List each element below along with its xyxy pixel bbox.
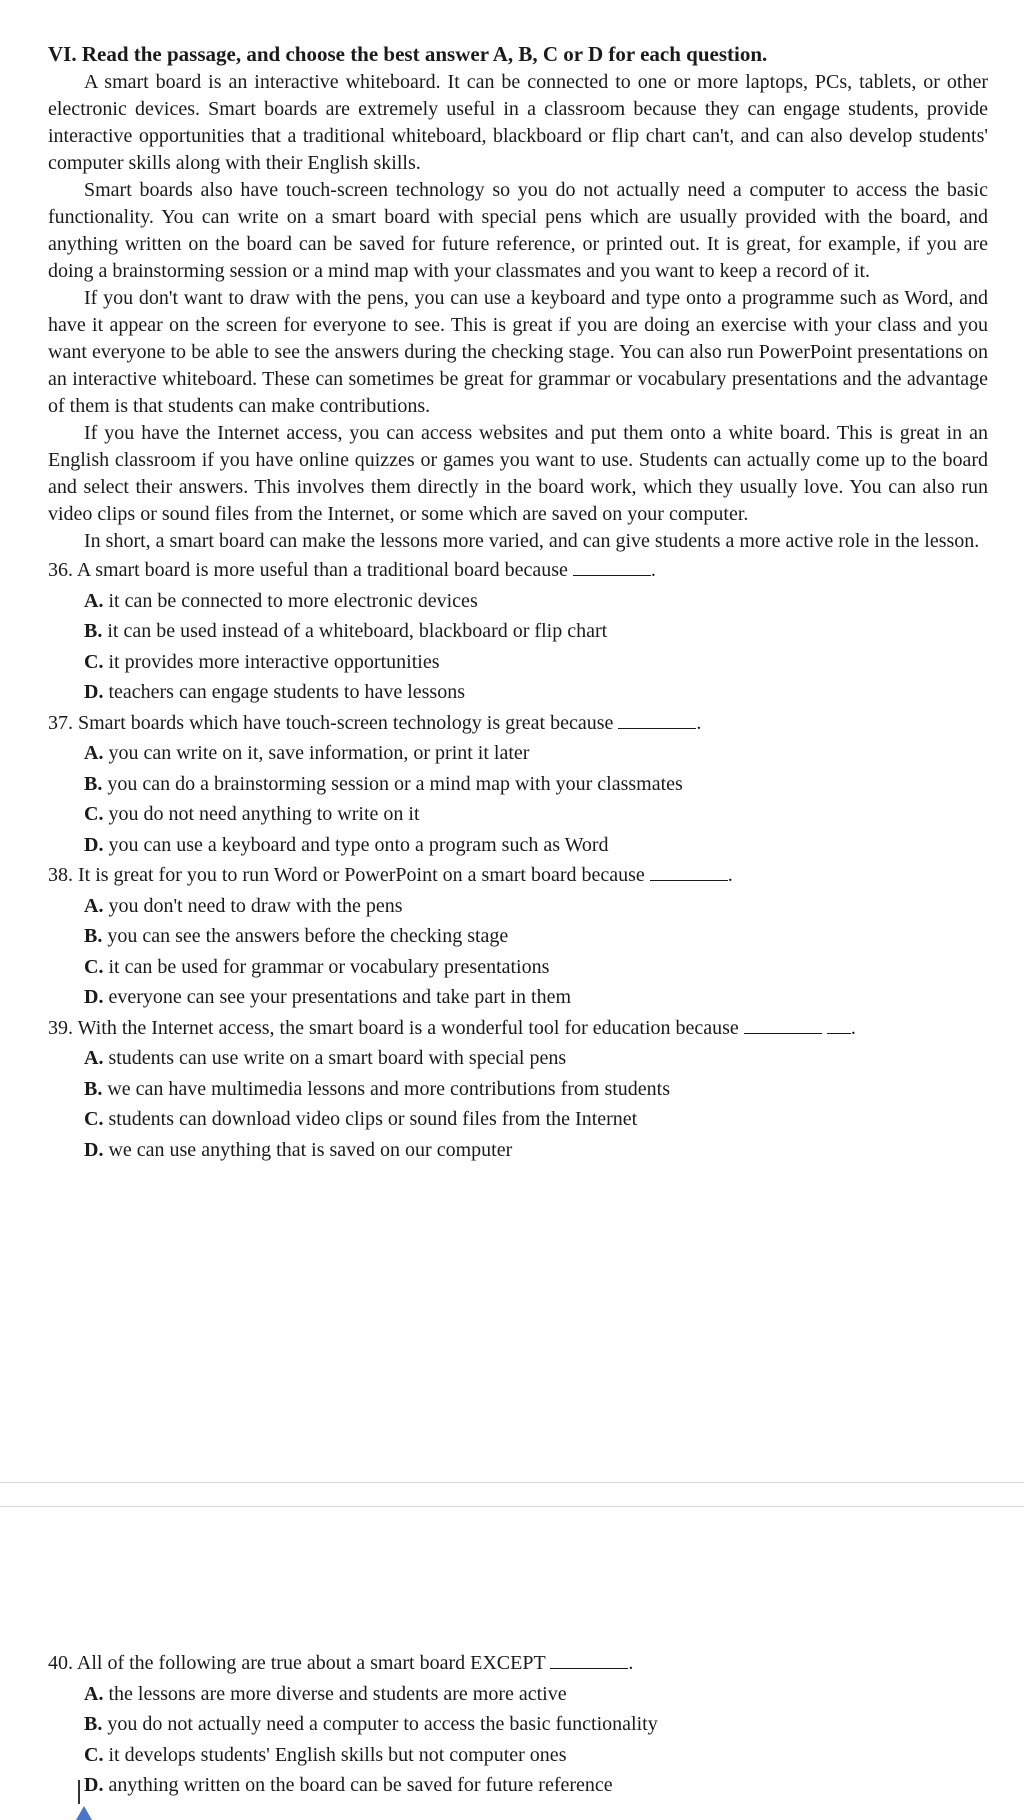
question-stem: 38. It is great for you to run Word or PowerPoint on a smart board because <box>48 864 645 886</box>
option-letter: B. <box>84 620 103 642</box>
answer-blank <box>827 1015 851 1034</box>
question-39: 39. With the Internet access, the smart board is a wonderful tool for education because . <box>48 1016 856 1039</box>
selection-handle-icon[interactable] <box>76 1806 92 1820</box>
passage-paragraph: In short, a smart board can make the lessons more varied, and can give students a more active role in the lesson. <box>84 530 980 552</box>
document-page-2 <box>48 1648 988 1801</box>
option-letter: C. <box>84 955 104 978</box>
page-break-bottom <box>0 1506 1024 1507</box>
option-letter: C. <box>84 1743 104 1766</box>
option-letter: B. <box>84 1077 103 1100</box>
question-37: 37. Smart boards which have touch-screen technology is great because . <box>48 711 702 734</box>
page-break-top <box>0 1482 1024 1483</box>
option-a <box>84 586 988 617</box>
option-d <box>84 677 988 708</box>
question-stem: 39. With the Internet access, the smart board is a wonderful tool for education because <box>48 1016 739 1039</box>
option-a <box>84 891 988 922</box>
passage-paragraph: If you don't want to draw with the pens, you can use a keyboard and type onto a programme such as Word, and have it appear on the screen for everyone to see. This is great if you are doing an exercise with your class and you want everyone to be able to see the answers during the checking stage. You can also run PowerPoint presentations on an interactive whiteboard. These can sometimes be great for grammar or vocabulary presentations and the advantage of them is that students can make contributions. <box>48 287 988 417</box>
option-text: teachers can engage students to have lessons <box>108 681 465 703</box>
question-36: 36. A smart board is more useful than a traditional board because . <box>48 559 656 581</box>
option-letter: A. <box>84 894 104 917</box>
question-38: 38. It is great for you to run Word or PowerPoint on a smart board because . <box>48 864 733 886</box>
option-a <box>84 1679 988 1710</box>
answer-blank <box>550 1650 628 1669</box>
passage-paragraph: If you have the Internet access, you can access websites and put them onto a white board. This is great in an English classroom if you have online quizzes or games you want to use. Students can actually come up to the board and select their answers. This involves them directly in the board work, which they usually love. You can also run video clips or sound files from the Internet, or some which are saved on your computer. <box>48 422 988 525</box>
option-letter: D. <box>84 1774 104 1796</box>
option-letter: A. <box>84 589 104 612</box>
option-b <box>84 616 988 647</box>
option-text: it develops students' English skills but not computer ones <box>108 1743 567 1766</box>
option-text: students can use write on a smart board with special pens <box>108 1047 567 1069</box>
option-text: you do not actually need a computer to access the basic functionality <box>107 1713 658 1735</box>
option-letter: B. <box>84 925 103 947</box>
option-letter: A. <box>84 1682 104 1705</box>
answer-blank <box>618 710 696 729</box>
option-a <box>84 1043 988 1074</box>
option-letter: B. <box>84 772 103 795</box>
option-letter: D. <box>84 986 104 1008</box>
question-stem: 37. Smart boards which have touch-screen technology is great because <box>48 711 614 734</box>
option-c <box>84 952 988 983</box>
question-stem: 40. All of the following are true about a smart board EXCEPT <box>48 1652 546 1674</box>
option-d <box>84 982 988 1013</box>
option-text: students can download video clips or sound files from the Internet <box>108 1108 638 1130</box>
option-b <box>84 769 988 800</box>
option-text: it can be used instead of a whiteboard, blackboard or flip chart <box>107 620 608 642</box>
option-d <box>84 1770 988 1801</box>
answer-blank <box>573 557 651 576</box>
option-letter: D. <box>84 681 104 703</box>
option-text: you don't need to draw with the pens <box>108 894 403 917</box>
option-letter: C. <box>84 650 104 673</box>
option-letter: C. <box>84 1108 104 1130</box>
option-text: we can use anything that is saved on our computer <box>108 1138 513 1161</box>
option-letter: B. <box>84 1713 103 1735</box>
option-letter: A. <box>84 742 104 764</box>
option-c <box>84 1740 988 1771</box>
answer-blank <box>650 862 728 881</box>
option-d <box>84 830 988 861</box>
option-c <box>84 799 988 830</box>
option-b <box>84 921 988 952</box>
option-letter: A. <box>84 1047 104 1069</box>
option-text: anything written on the board can be saved for future reference <box>108 1774 613 1796</box>
answer-blank <box>744 1015 822 1034</box>
option-letter: C. <box>84 803 104 825</box>
option-text: you can do a brainstorming session or a mind map with your classmates <box>107 772 683 795</box>
option-c <box>84 1104 988 1135</box>
question-40: 40. All of the following are true about a smart board EXCEPT . <box>48 1652 634 1674</box>
option-text: it provides more interactive opportunities <box>108 650 440 673</box>
option-text: the lessons are more diverse and students are more active <box>108 1682 567 1705</box>
passage-paragraph: A smart board is an interactive whiteboard. It can be connected to one or more laptops, PCs, tablets, or other electronic devices. Smart boards are extremely useful in a classroom because they can engage students, provide interactive opportunities that a traditional whiteboard, blackboard or flip chart can't, and can also develop students' computer skills along with their English skills. <box>48 71 988 174</box>
option-b <box>84 1709 988 1740</box>
option-text: it can be connected to more electronic devices <box>108 589 478 612</box>
option-text: you do not need anything to write on it <box>108 803 420 825</box>
option-c <box>84 647 988 678</box>
question-stem: 36. A smart board is more useful than a traditional board because <box>48 559 568 581</box>
option-letter: D. <box>84 833 104 856</box>
option-b <box>84 1074 988 1105</box>
option-text: you can write on it, save information, or print it later <box>108 742 530 764</box>
option-text: it can be used for grammar or vocabulary presentations <box>108 955 550 978</box>
text-cursor <box>78 1780 80 1804</box>
option-text: everyone can see your presentations and take part in them <box>108 986 572 1008</box>
document-page <box>48 40 988 1165</box>
option-text: we can have multimedia lessons and more contributions from students <box>107 1077 670 1100</box>
option-a <box>84 738 988 769</box>
option-text: you can use a keyboard and type onto a program such as Word <box>108 833 609 856</box>
section-title: VI. Read the passage, and choose the best answer A, B, C or D for each question. <box>48 42 768 66</box>
passage-paragraph: Smart boards also have touch-screen technology so you do not actually need a computer to access the basic functionality. You can write on a smart board with special pens which are usually provided with the board, and anything written on the board can be saved for future reference, or printed out. It is great, for example, if you are doing a brainstorming session or a mind map with your classmates and you want to keep a record of it. <box>48 179 988 282</box>
option-d <box>84 1135 988 1166</box>
option-text: you can see the answers before the checking stage <box>107 925 509 947</box>
option-letter: D. <box>84 1138 104 1161</box>
